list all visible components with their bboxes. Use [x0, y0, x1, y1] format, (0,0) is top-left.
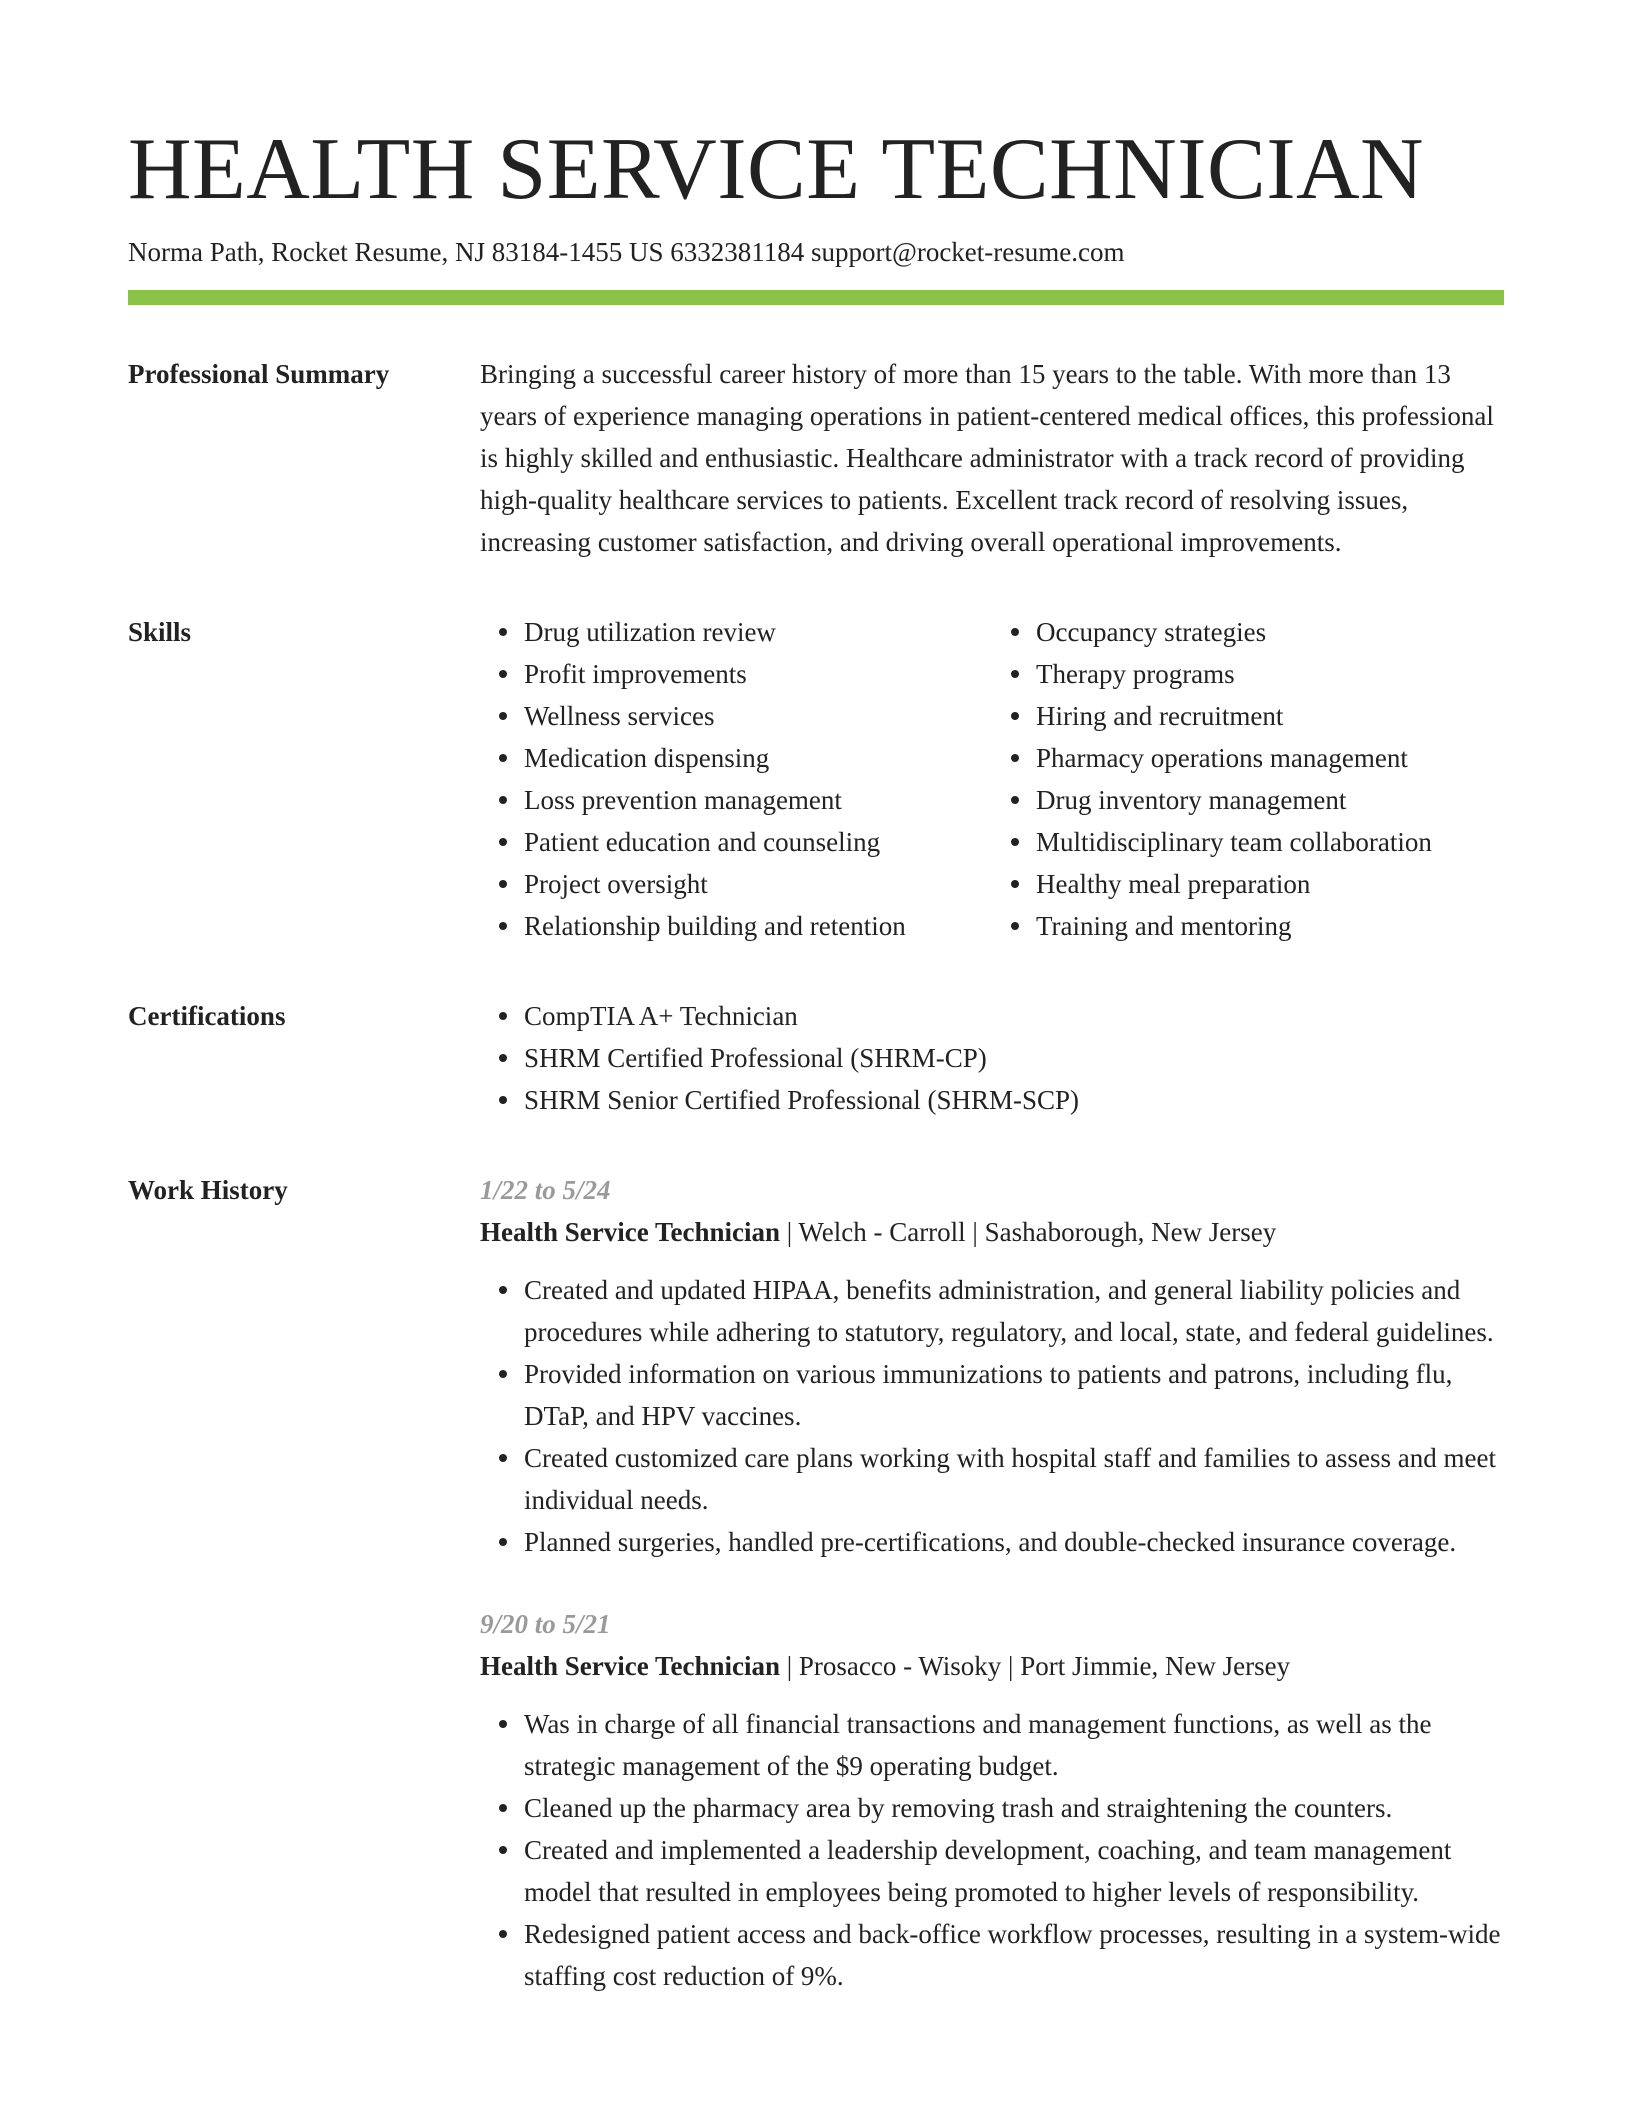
job-bullet: Provided information on various immunizations to patients and patrons, including flu, DTaP, and HPV vaccines.	[524, 1353, 1504, 1437]
work-history-section	[128, 1169, 1504, 1997]
certification-item: SHRM Senior Certified Professional (SHRM-SCP)	[524, 1079, 1504, 1121]
skill-item: Project oversight	[524, 863, 992, 905]
skill-item: Training and mentoring	[1036, 905, 1504, 947]
skill-item: Patient education and counseling	[524, 821, 992, 863]
skill-item: Multidisciplinary team collaboration	[1036, 821, 1504, 863]
work-history-label: Work History	[128, 1175, 288, 1205]
job-bullet: Redesigned patient access and back-office workflow processes, resulting in a system-wide staffing cost reduction of 9%.	[524, 1913, 1504, 1997]
job-dates: 9/20 to 5/21	[480, 1609, 611, 1639]
work-history-body	[480, 1169, 1504, 1997]
skill-item: Occupancy strategies	[1036, 611, 1504, 653]
skill-item: Profit improvements	[524, 653, 992, 695]
certifications-list	[480, 995, 1504, 1121]
job-bullet: Planned surgeries, handled pre-certifications, and double-checked insurance coverage.	[524, 1521, 1504, 1563]
job-bullet: Created and implemented a leadership development, coaching, and team management model that resulted in employees being promoted to higher levels of responsibility.	[524, 1829, 1504, 1913]
skill-item: Drug inventory management	[1036, 779, 1504, 821]
header-divider	[128, 290, 1504, 305]
summary-body	[480, 353, 1504, 563]
job-dates: 1/22 to 5/24	[480, 1175, 611, 1205]
skills-list-right	[992, 611, 1504, 947]
job-details: | Welch - Carroll | Sashaborough, New Jersey	[780, 1217, 1277, 1247]
certifications-body	[480, 995, 1504, 1121]
skill-item: Medication dispensing	[524, 737, 992, 779]
summary-section	[128, 353, 1504, 563]
skills-label: Skills	[128, 617, 192, 647]
contact-line	[128, 234, 1504, 270]
certifications-section	[128, 995, 1504, 1121]
skill-item: Hiring and recruitment	[1036, 695, 1504, 737]
summary-text: Bringing a successful career history of more than 15 years to the table. With more than 13 years of experience managing operations in patient-centered medical offices, this professional is highly skilled and enthusiastic. Healthcare administrator with a track record of providing high-quality healthcare services to patients. Excellent track record of resolving issues, increasing customer satisfaction, and driving overall operational improvements.	[480, 359, 1494, 557]
job-bullet: Cleaned up the pharmacy area by removing trash and straightening the counters.	[524, 1787, 1504, 1829]
job-title: Health Service Technician	[480, 1651, 780, 1681]
job-heading	[480, 1211, 1504, 1253]
job-bullet: Created customized care plans working with hospital staff and families to assess and meet individual needs.	[524, 1437, 1504, 1521]
resume-title: HEALTH SERVICE TECHNICIAN	[128, 121, 1425, 218]
skills-body	[480, 611, 1504, 947]
skills-section	[128, 611, 1504, 947]
contact-name: Norma Path,	[128, 237, 265, 267]
job-bullet: Was in charge of all financial transactions and management functions, as well as the strategic management of the $9 operating budget.	[524, 1703, 1504, 1787]
job-entry	[480, 1603, 1504, 1997]
skill-item: Wellness services	[524, 695, 992, 737]
skill-item: Drug utilization review	[524, 611, 992, 653]
job-details: | Prosacco - Wisoky | Port Jimmie, New Jersey	[780, 1651, 1291, 1681]
certification-item: SHRM Certified Professional (SHRM-CP)	[524, 1037, 1504, 1079]
contact-phone: 6332381184	[670, 237, 805, 267]
skill-item: Loss prevention management	[524, 779, 992, 821]
skill-item: Pharmacy operations management	[1036, 737, 1504, 779]
skill-item: Healthy meal preparation	[1036, 863, 1504, 905]
contact-email: support@rocket-resume.com	[810, 237, 1125, 267]
job-title: Health Service Technician	[480, 1217, 780, 1247]
certification-item: CompTIA A+ Technician	[524, 995, 1504, 1037]
contact-address: Rocket Resume, NJ 83184-1455 US	[271, 237, 664, 267]
skills-columns	[480, 611, 1504, 947]
skill-item: Relationship building and retention	[524, 905, 992, 947]
certifications-label: Certifications	[128, 1001, 286, 1031]
job-bullet: Created and updated HIPAA, benefits administration, and general liability policies and procedures while adhering to statutory, regulatory, and local, state, and federal guidelines.	[524, 1269, 1504, 1353]
job-bullets	[480, 1269, 1504, 1563]
job-bullets	[480, 1703, 1504, 1997]
job-entry	[480, 1169, 1504, 1563]
job-heading	[480, 1645, 1504, 1687]
summary-label: Professional Summary	[128, 359, 390, 389]
skill-item: Therapy programs	[1036, 653, 1504, 695]
skills-list-left	[480, 611, 992, 947]
